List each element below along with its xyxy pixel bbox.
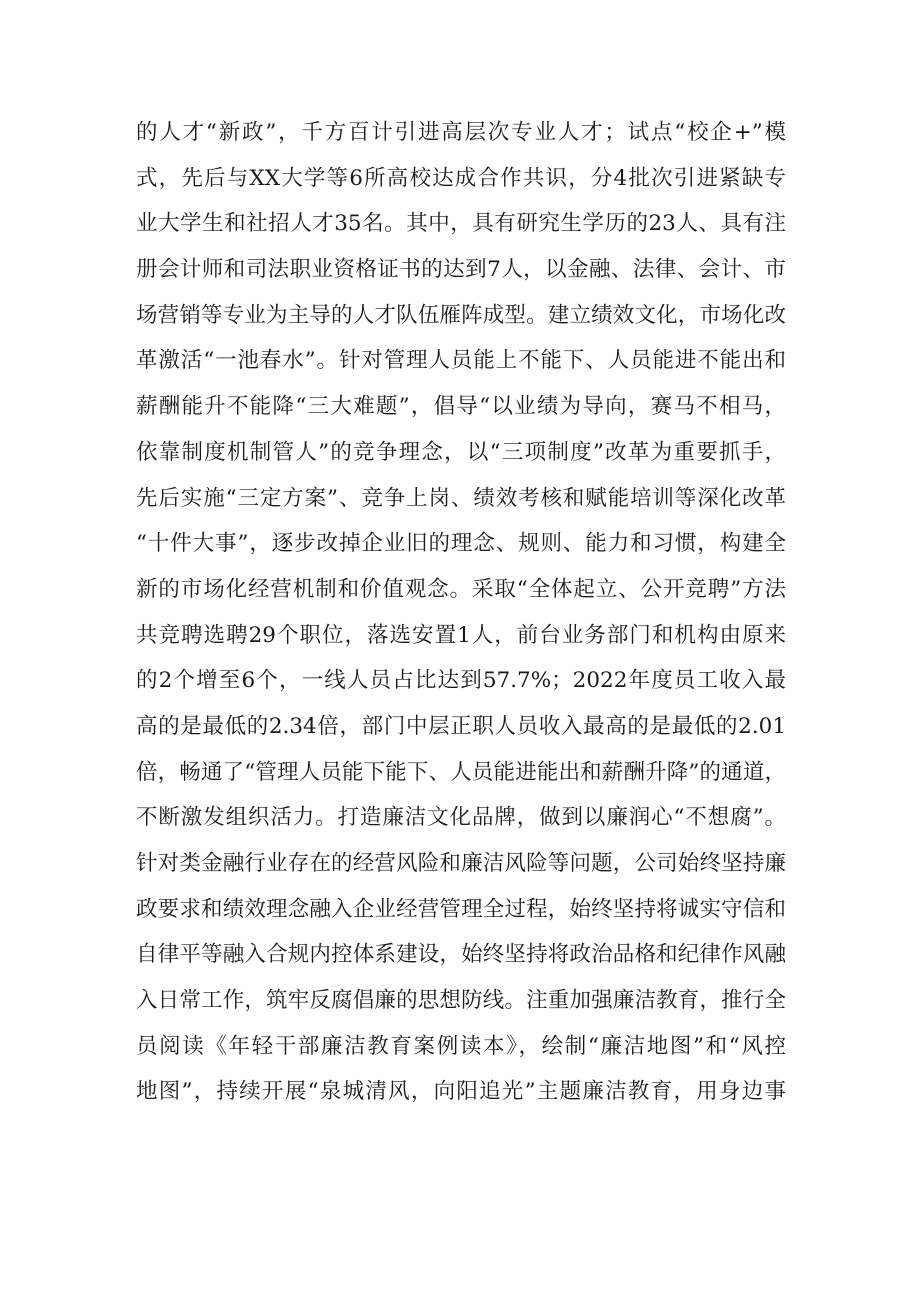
text-line: “十件大事”，逐步改掉企业旧的理念、规则、能力和习惯，构建全 (136, 531, 786, 557)
text-line: 革激活“一池春水”。针对管理人员能上不能下、人员能进不能出和 (136, 348, 786, 374)
text-line: 册会计师和司法职业资格证书的达到7人，以金融、法律、会计、市 (136, 257, 786, 283)
text-line: 的人才“新政”，千方百计引进高层次专业人才；试点“校企+”模 (136, 120, 786, 145)
text-line: 员阅读《年轻干部廉洁教育案例读本》，绘制“廉洁地图”和“风控 (136, 1033, 786, 1059)
text-line: 地图”，持续开展“泉城清风，向阳追光”主题廉洁教育，用身边事 (136, 1079, 786, 1105)
text-line: 先后实施“三定方案”、竞争上岗、绩效考核和赋能培训等深化改革 (136, 485, 786, 511)
body-text (136, 110, 786, 1115)
text-line: 场营销等专业为主导的人才队伍雁阵成型。建立绩效文化，市场化改 (136, 302, 786, 328)
text-line: 政要求和绩效理念融入企业经营管理全过程，始终坚持将诚实守信和 (136, 896, 786, 922)
text-line: 新的市场化经营机制和价值观念。采取“全体起立、公开竞聘”方法 (136, 576, 786, 602)
text-line: 自律平等融入合规内控体系建设，始终坚持将政治品格和纪律作风融 (136, 942, 786, 968)
text-line: 式，先后与XX大学等6所高校达成合作共识，分4批次引进紧缺专 (136, 165, 786, 191)
text-line: 依靠制度机制管人”的竞争理念，以“三项制度”改革为重要抓手， (136, 439, 786, 465)
text-line: 的2个增至6个，一线人员占比达到57.7%；2022年度员工收入最 (136, 668, 786, 694)
text-line: 不断激发组织活力。打造廉洁文化品牌，做到以廉润心“不想腐”。 (136, 805, 786, 831)
text-line: 入日常工作，筑牢反腐倡廉的思想防线。注重加强廉洁教育，推行全 (136, 988, 786, 1014)
text-line: 共竞聘选聘29个职位，落选安置1人，前台业务部门和机构由原来 (136, 622, 786, 648)
text-line: 针对类金融行业存在的经营风险和廉洁风险等问题，公司始终坚持廉 (136, 851, 786, 876)
text-line: 业大学生和社招人才35名。其中，具有研究生学历的23人、具有注 (136, 211, 786, 237)
text-line: 高的是最低的2.34倍，部门中层正职人员收入最高的是最低的2.01 (136, 713, 786, 739)
text-line: 倍，畅通了“管理人员能下能下、人员能进能出和薪酬升降”的通道， (136, 759, 786, 785)
text-line: 薪酬能升不能降“三大难题”，倡导“以业绩为导向，赛马不相马， (136, 394, 786, 420)
